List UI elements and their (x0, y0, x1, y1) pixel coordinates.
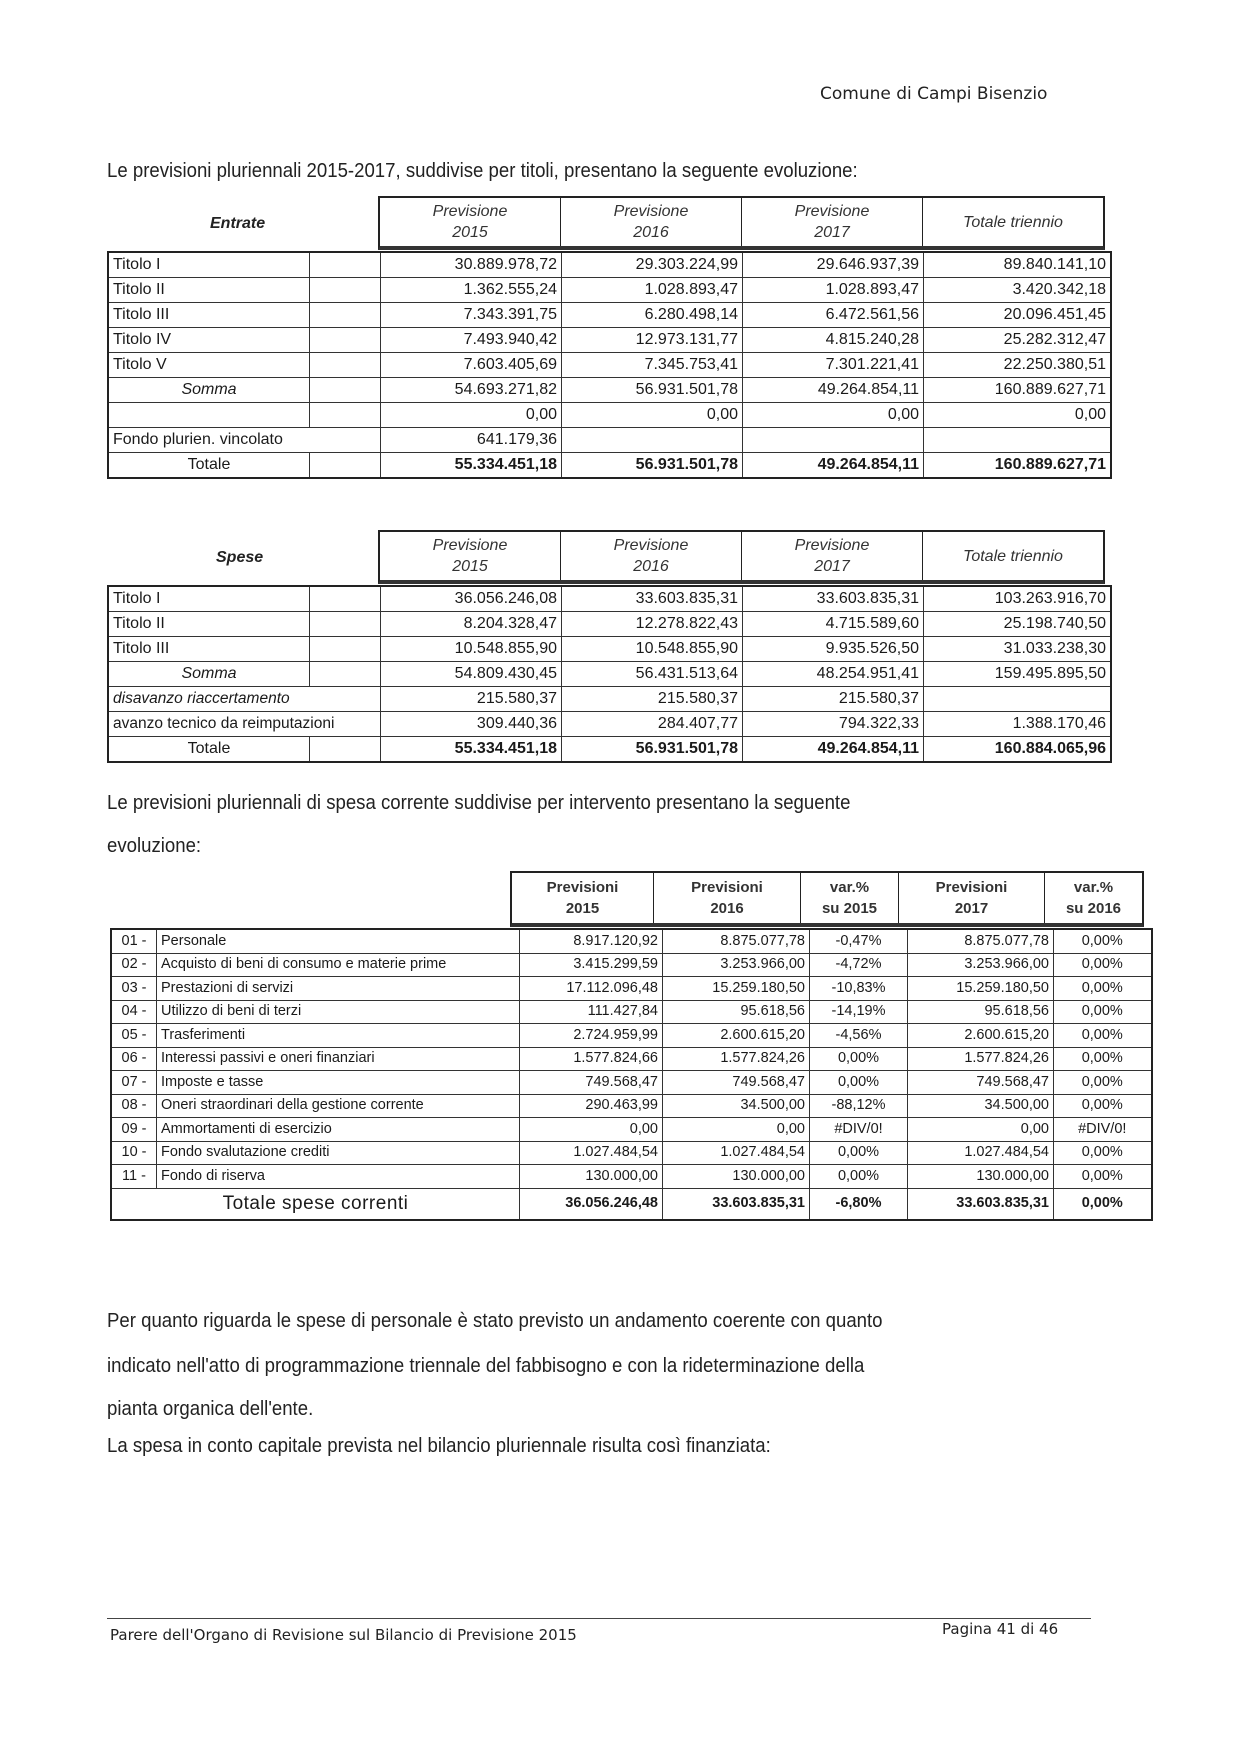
row-label: Titolo I (108, 586, 310, 612)
entrate-col-2016 (561, 198, 742, 246)
total-2017: 33.603.835,31 (908, 1188, 1054, 1220)
cell-2015: 8.204.328,47 (381, 612, 562, 637)
empty-cell (310, 637, 381, 662)
cell-total: 160.884.065,96 (924, 737, 1112, 763)
cell-var-2015: -88,12% (810, 1094, 908, 1118)
row-label: Titolo II (108, 278, 310, 303)
intro-text: Le previsioni pluriennali 2015-2017, suddivise per titoli, presentano la seguente evoluzione: (107, 160, 858, 182)
col-line1: Previsione (613, 537, 689, 554)
table-row-totale (108, 453, 1111, 479)
cell-2015: 290.463,99 (520, 1094, 663, 1118)
cell-var-2015: 0,00% (810, 1071, 908, 1095)
spese-col-totale (923, 532, 1103, 580)
cell-var-2015: -10,83% (810, 977, 908, 1001)
row-label: Fondo di riserva (157, 1165, 520, 1189)
entrate-table (107, 251, 1112, 479)
cell-2017: 4.715.589,60 (743, 612, 924, 637)
cell-2016: 10.548.855,90 (562, 637, 743, 662)
cell-2017: 34.500,00 (908, 1094, 1054, 1118)
cell-2015: 111.427,84 (520, 1000, 663, 1024)
table-row-fondo (108, 428, 1111, 453)
row-label: Personale (157, 929, 520, 953)
row-label: Totale (108, 737, 310, 763)
cell-var-2016: #DIV/0! (1054, 1118, 1152, 1142)
interventi-text-line1: Le previsioni pluriennali di spesa corrente suddivise per intervento presentano la seguente (107, 792, 851, 814)
cell-var-2016: 0,00% (1054, 1000, 1152, 1024)
cell-2015: 1.577.824,66 (520, 1047, 663, 1071)
total-var-2015: -6,80% (810, 1188, 908, 1220)
col-line1: Previsione (613, 203, 689, 220)
cell-2016: 8.875.077,78 (663, 929, 810, 953)
cell-total: 159.495.895,50 (924, 662, 1112, 687)
cell-2017: 1.027.484,54 (908, 1141, 1054, 1165)
cell-2016: 130.000,00 (663, 1165, 810, 1189)
cell-2015: 309.440,36 (381, 712, 562, 737)
cell-total: 20.096.451,45 (924, 303, 1112, 328)
cell-2015: 215.580,37 (381, 687, 562, 712)
cell-2015: 36.056.246,08 (381, 586, 562, 612)
footer-document-title: Parere dell'Organo di Revisione sul Bilancio di Previsione 2015 (110, 1626, 577, 1644)
cell-2016: 15.259.180,50 (663, 977, 810, 1001)
cell-total: 89.840.141,10 (924, 252, 1112, 278)
cell-2015: 54.809.430,45 (381, 662, 562, 687)
cell-2017: 7.301.221,41 (743, 353, 924, 378)
col-line2: 2017 (954, 900, 989, 917)
spese-col-2017 (742, 532, 923, 580)
row-label: Trasferimenti (157, 1024, 520, 1048)
row-label: Titolo III (108, 637, 310, 662)
cell-var-2015: #DIV/0! (810, 1118, 908, 1142)
table-row (108, 278, 1111, 303)
col-line2: 2015 (452, 224, 488, 241)
cell-2016: 33.603.835,31 (562, 586, 743, 612)
table-row (108, 637, 1111, 662)
cell-var-2016: 0,00% (1054, 953, 1152, 977)
cell-2017: 794.322,33 (743, 712, 924, 737)
row-label: Titolo IV (108, 328, 310, 353)
cell-2015: 1.362.555,24 (381, 278, 562, 303)
row-label: Imposte e tasse (157, 1071, 520, 1095)
table-row (111, 1000, 1152, 1024)
table-row (111, 1094, 1152, 1118)
col-prev-2015 (512, 873, 654, 923)
spese-col-2015 (380, 532, 561, 580)
cell-var-2016: 0,00% (1054, 1024, 1152, 1048)
cell-2016: 34.500,00 (663, 1094, 810, 1118)
cell-2015: 7.493.940,42 (381, 328, 562, 353)
cell-2017: 6.472.561,56 (743, 303, 924, 328)
table-row-totale (108, 737, 1111, 763)
row-label: Utilizzo di beni di terzi (157, 1000, 520, 1024)
col-line2: 2016 (633, 224, 669, 241)
row-label (108, 403, 310, 428)
col-line2: 2016 (633, 558, 669, 575)
footer-page-number: Pagina 41 di 46 (942, 1620, 1059, 1638)
col-prev-2017 (899, 873, 1045, 923)
entrate-label: Entrate (210, 215, 266, 232)
table-row (108, 328, 1111, 353)
empty-cell (310, 737, 381, 763)
cell-var-2015: 0,00% (810, 1047, 908, 1071)
table-row (111, 1141, 1152, 1165)
table-row (111, 1071, 1152, 1095)
col-line2: su 2016 (1065, 900, 1122, 917)
cell-2017: 95.618,56 (908, 1000, 1054, 1024)
page-header-title: Comune di Campi Bisenzio (820, 84, 1048, 104)
cell-2016: 3.253.966,00 (663, 953, 810, 977)
cell-2017: 9.935.526,50 (743, 637, 924, 662)
cell-2015: 54.693.271,82 (381, 378, 562, 403)
cell-2015: 55.334.451,18 (381, 737, 562, 763)
col-line2: 2017 (814, 558, 850, 575)
row-code: 07 - (111, 1071, 157, 1095)
cell-var-2015: 0,00% (810, 1141, 908, 1165)
cell-total: 31.033.238,30 (924, 637, 1112, 662)
spese-header (378, 530, 1105, 584)
table-row-disavanzo (108, 687, 1111, 712)
empty-cell (310, 612, 381, 637)
col-line1: Previsioni (546, 879, 619, 896)
cell-var-2016: 0,00% (1054, 1141, 1152, 1165)
cell-2017: 49.264.854,11 (743, 378, 924, 403)
cell-2017: 0,00 (908, 1118, 1054, 1142)
cell-2015: 1.027.484,54 (520, 1141, 663, 1165)
cell-var-2015: -14,19% (810, 1000, 908, 1024)
total-label: Totale spese correnti (111, 1188, 520, 1220)
cell-total: 160.889.627,71 (924, 453, 1112, 479)
cell-2015: 10.548.855,90 (381, 637, 562, 662)
cell-2017: 29.646.937,39 (743, 252, 924, 278)
cell-2016: 56.931.501,78 (562, 453, 743, 479)
cell-2016: 56.431.513,64 (562, 662, 743, 687)
row-label: disavanzo riaccertamento (108, 687, 381, 712)
row-code: 08 - (111, 1094, 157, 1118)
cell-2015: 130.000,00 (520, 1165, 663, 1189)
spese-label: Spese (216, 549, 264, 566)
cell-2015: 749.568,47 (520, 1071, 663, 1095)
cell-var-2015: -4,72% (810, 953, 908, 977)
spese-col-2016 (561, 532, 742, 580)
entrate-col-2017 (742, 198, 923, 246)
table-row (111, 953, 1152, 977)
cell-total: 1.388.170,46 (924, 712, 1112, 737)
row-label: Titolo III (108, 303, 310, 328)
cell-2015: 2.724.959,99 (520, 1024, 663, 1048)
col-line1: Previsione (432, 203, 508, 220)
cell-2017 (743, 428, 924, 453)
cell-total: 160.889.627,71 (924, 378, 1112, 403)
empty-cell (310, 403, 381, 428)
cell-var-2015: 0,00% (810, 1165, 908, 1189)
cell-2017: 1.577.824,26 (908, 1047, 1054, 1071)
cell-2015: 0,00 (520, 1118, 663, 1142)
row-label: Acquisto di beni di consumo e materie prime (157, 953, 520, 977)
cell-total: 0,00 (924, 403, 1112, 428)
total-2015: 36.056.246,48 (520, 1188, 663, 1220)
cell-var-2016: 0,00% (1054, 1094, 1152, 1118)
row-label: Oneri straordinari della gestione corrente (157, 1094, 520, 1118)
cell-2017: 48.254.951,41 (743, 662, 924, 687)
empty-cell (310, 662, 381, 687)
row-label: Totale (108, 453, 310, 479)
footer-divider (107, 1618, 1091, 1619)
table-row (108, 252, 1111, 278)
cell-2016: 95.618,56 (663, 1000, 810, 1024)
row-code: 10 - (111, 1141, 157, 1165)
cell-total (924, 687, 1112, 712)
table-row-somma (108, 662, 1111, 687)
empty-cell (310, 453, 381, 479)
row-code: 03 - (111, 977, 157, 1001)
row-code: 01 - (111, 929, 157, 953)
table-row-avanzo (108, 712, 1111, 737)
cell-2015: 7.343.391,75 (381, 303, 562, 328)
cell-2017: 3.253.966,00 (908, 953, 1054, 977)
cell-2016: 1.577.824,26 (663, 1047, 810, 1071)
cell-total (924, 428, 1112, 453)
row-label: Interessi passivi e oneri finanziari (157, 1047, 520, 1071)
row-label: Fondo svalutazione crediti (157, 1141, 520, 1165)
empty-cell (310, 328, 381, 353)
row-label: Somma (108, 378, 310, 403)
col-line1: Totale triennio (963, 213, 1063, 231)
entrate-header (378, 196, 1105, 250)
cell-2015: 8.917.120,92 (520, 929, 663, 953)
cell-2016: 0,00 (562, 403, 743, 428)
empty-cell (310, 586, 381, 612)
cell-2015: 3.415.299,59 (520, 953, 663, 977)
cell-2017: 1.028.893,47 (743, 278, 924, 303)
row-code: 06 - (111, 1047, 157, 1071)
cell-var-2016: 0,00% (1054, 1165, 1152, 1189)
cell-2016: 749.568,47 (663, 1071, 810, 1095)
cell-2016: 7.345.753,41 (562, 353, 743, 378)
empty-cell (310, 252, 381, 278)
col-line2: 2015 (452, 558, 488, 575)
row-label: Titolo V (108, 353, 310, 378)
cell-total: 103.263.916,70 (924, 586, 1112, 612)
entrate-col-2015 (380, 198, 561, 246)
cell-2015: 17.112.096,48 (520, 977, 663, 1001)
interventi-table (110, 928, 1153, 1221)
cell-total: 25.198.740,50 (924, 612, 1112, 637)
row-code: 11 - (111, 1165, 157, 1189)
empty-cell (310, 303, 381, 328)
cell-2017: 33.603.835,31 (743, 586, 924, 612)
total-2016: 33.603.835,31 (663, 1188, 810, 1220)
cell-total: 22.250.380,51 (924, 353, 1112, 378)
row-label: Prestazioni di servizi (157, 977, 520, 1001)
table-row (108, 403, 1111, 428)
table-row (111, 1024, 1152, 1048)
paragraph-capitale: La spesa in conto capitale prevista nel bilancio pluriennale risulta così finanziata: (107, 1435, 771, 1457)
cell-2017: 0,00 (743, 403, 924, 428)
paragraph-personale-line3: pianta organica dell'ente. (107, 1398, 314, 1420)
col-prev-2016 (654, 873, 801, 923)
col-line2: su 2015 (821, 900, 878, 917)
row-label: Titolo I (108, 252, 310, 278)
cell-2017: 749.568,47 (908, 1071, 1054, 1095)
cell-var-2015: -4,56% (810, 1024, 908, 1048)
empty-cell (310, 278, 381, 303)
cell-var-2016: 0,00% (1054, 1047, 1152, 1071)
interventi-text-line2: evoluzione: (107, 835, 202, 857)
cell-total: 3.420.342,18 (924, 278, 1112, 303)
paragraph-personale-line1: Per quanto riguarda le spese di personale è stato previsto un andamento coerente con quanto (107, 1310, 883, 1332)
cell-2015: 641.179,36 (381, 428, 562, 453)
row-label: Somma (108, 662, 310, 687)
cell-2017: 49.264.854,11 (743, 737, 924, 763)
col-line1: var.% (829, 879, 870, 896)
cell-var-2016: 0,00% (1054, 929, 1152, 953)
table-row (111, 977, 1152, 1001)
col-line2: 2016 (710, 900, 744, 917)
col-line1: Previsioni (691, 879, 763, 896)
cell-2015: 7.603.405,69 (381, 353, 562, 378)
cell-2017: 4.815.240,28 (743, 328, 924, 353)
row-label: Titolo II (108, 612, 310, 637)
col-line1: Previsione (432, 537, 508, 554)
row-code: 04 - (111, 1000, 157, 1024)
row-label: avanzo tecnico da reimputazioni (108, 712, 381, 737)
cell-var-2015: -0,47% (810, 929, 908, 953)
table-row (111, 929, 1152, 953)
cell-2015: 0,00 (381, 403, 562, 428)
col-line2: 2017 (814, 224, 850, 241)
row-code: 05 - (111, 1024, 157, 1048)
cell-2016: 0,00 (663, 1118, 810, 1142)
cell-2016: 1.028.893,47 (562, 278, 743, 303)
col-line1: Previsione (794, 537, 870, 554)
table-row (111, 1047, 1152, 1071)
cell-2017: 49.264.854,11 (743, 453, 924, 479)
empty-cell (310, 353, 381, 378)
row-code: 09 - (111, 1118, 157, 1142)
col-line1: Totale triennio (963, 547, 1063, 565)
total-var-2016: 0,00% (1054, 1188, 1152, 1220)
cell-2016: 6.280.498,14 (562, 303, 743, 328)
interventi-header (510, 871, 1144, 927)
empty-cell (310, 378, 381, 403)
cell-var-2016: 0,00% (1054, 1071, 1152, 1095)
table-row (108, 612, 1111, 637)
paragraph-personale-line2: indicato nell'atto di programmazione triennale del fabbisogno e con la rideterminazione della (107, 1355, 865, 1377)
table-row-somma (108, 378, 1111, 403)
table-row (108, 353, 1111, 378)
cell-2016: 29.303.224,99 (562, 252, 743, 278)
row-code: 02 - (111, 953, 157, 977)
col-line2: 2015 (565, 900, 600, 917)
cell-2016: 56.931.501,78 (562, 378, 743, 403)
cell-2016: 1.027.484,54 (663, 1141, 810, 1165)
row-label: Ammortamenti di esercizio (157, 1118, 520, 1142)
cell-2016: 2.600.615,20 (663, 1024, 810, 1048)
cell-2015: 55.334.451,18 (381, 453, 562, 479)
table-row (111, 1165, 1152, 1189)
table-row (111, 1118, 1152, 1142)
table-row-total (111, 1188, 1152, 1220)
col-line1: Previsione (794, 203, 870, 220)
entrate-col-totale (923, 198, 1103, 246)
cell-2016: 215.580,37 (562, 687, 743, 712)
cell-2016: 12.278.822,43 (562, 612, 743, 637)
spese-table (107, 585, 1112, 763)
cell-2017: 215.580,37 (743, 687, 924, 712)
cell-2017: 130.000,00 (908, 1165, 1054, 1189)
table-row (108, 586, 1111, 612)
cell-var-2016: 0,00% (1054, 977, 1152, 1001)
cell-total: 25.282.312,47 (924, 328, 1112, 353)
col-line1: Previsioni (935, 879, 1008, 896)
col-var-2016 (1045, 873, 1142, 923)
cell-2016: 284.407,77 (562, 712, 743, 737)
col-line1: var.% (1073, 879, 1114, 896)
cell-2017: 8.875.077,78 (908, 929, 1054, 953)
cell-2017: 2.600.615,20 (908, 1024, 1054, 1048)
cell-2016 (562, 428, 743, 453)
row-label: Fondo plurien. vincolato (108, 428, 381, 453)
table-row (108, 303, 1111, 328)
cell-2016: 56.931.501,78 (562, 737, 743, 763)
col-var-2015 (801, 873, 899, 923)
cell-2016: 12.973.131,77 (562, 328, 743, 353)
cell-2017: 15.259.180,50 (908, 977, 1054, 1001)
cell-2015: 30.889.978,72 (381, 252, 562, 278)
